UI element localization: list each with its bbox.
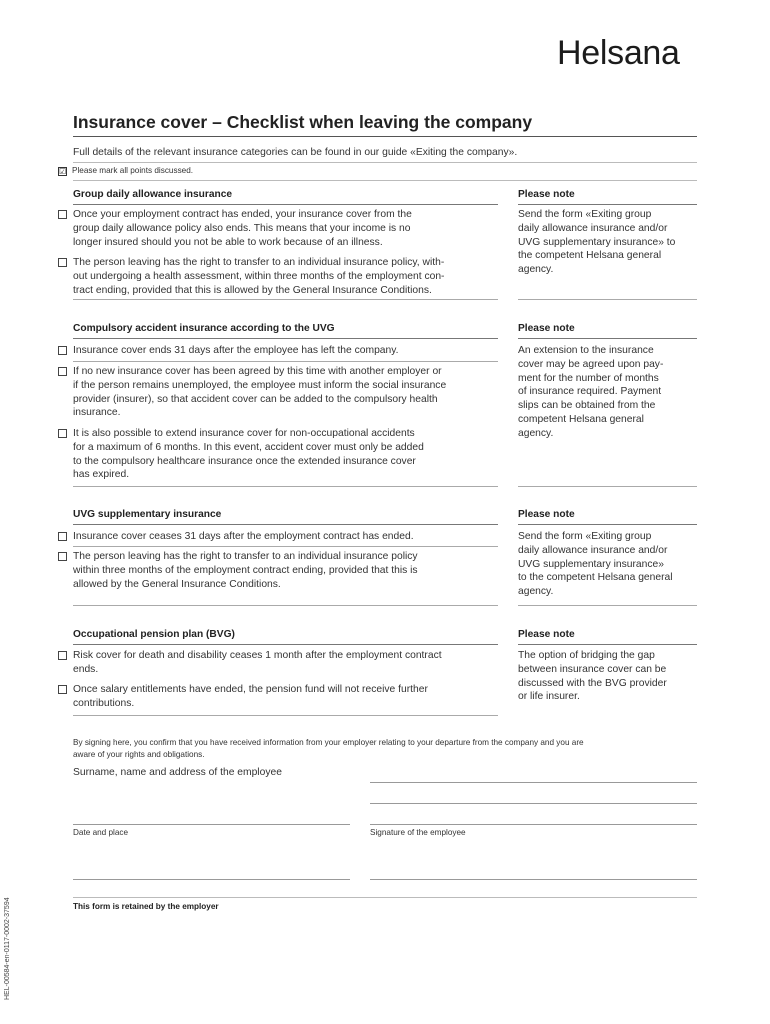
checklist-item: [58, 550, 498, 591]
section-heading: UVG supplementary insurance: [73, 509, 222, 520]
item-divider: [73, 361, 498, 362]
page-title: Insurance cover – Checklist when leaving the company: [73, 112, 533, 132]
checklist-item-text: If no new insurance cover has been agreed by this time with another employer or if the person remains unemployed, the employee must inform the social insurance provider (insurer), so that accident cover can be added to the compulsory health insurance.: [73, 366, 447, 419]
confirmation-text: By signing here, you confirm that you have received information from your employer relating to your departure from the company and you are aware of your rights and obligations.: [73, 738, 584, 759]
checklist-item: [58, 649, 498, 677]
section-heading: Group daily allowance insurance: [73, 189, 233, 200]
signature-line[interactable]: [370, 879, 697, 880]
checklist-item-text: Insurance cover ends 31 days after the employee has left the company.: [73, 345, 399, 356]
date-place-line[interactable]: [73, 879, 350, 880]
intro-text: Full details of the relevant insurance categories can be found in our guide «Exiting the company».: [73, 147, 518, 158]
checklist-item-text: It is also possible to extend insurance cover for non-occupational accidents for a maximum of 6 months. In this event, accident cover must only be added to the compulsory healthcare insurance once the extended insurance cover has expired.: [73, 428, 424, 481]
checkbox[interactable]: [58, 429, 67, 438]
checklist-item-text: Risk cover for death and disability ceases 1 month after the employment contract ends.: [73, 650, 442, 675]
note-text: The option of bridging the gap between insurance cover can be discussed with the BVG provider or life insurer.: [518, 650, 667, 703]
checklist-item: [58, 344, 498, 358]
section-uvg-supplementary: [58, 508, 698, 608]
note-heading: Please note: [518, 509, 575, 520]
section-bottom-line: [73, 715, 498, 716]
retained-divider: [73, 897, 697, 898]
section-bottom-line: [73, 486, 498, 487]
address-line-2[interactable]: [370, 803, 697, 804]
note-heading: Please note: [518, 629, 575, 640]
section-group-daily-allowance: [58, 188, 698, 308]
section-heading-line: [73, 338, 498, 339]
checkbox[interactable]: [58, 346, 67, 355]
address-line-1[interactable]: [370, 782, 697, 783]
note-heading-line: [518, 524, 697, 525]
section-bottom-line: [73, 605, 498, 606]
signature-label: Signature of the employee: [370, 828, 466, 837]
note-heading-line: [518, 338, 697, 339]
surname-label: Surname, name and address of the employee: [73, 767, 282, 778]
note-text: Send the form «Exiting group daily allowance insurance and/or UVG supplementary insurance» to the competent Helsana general agency.: [518, 209, 676, 276]
checked-checkbox-icon: ☑: [59, 166, 67, 176]
checklist-item-text: The person leaving has the right to transfer to an individual insurance policy within three months of the employment contract ending, provided that this is allowed by the General Insurance Conditions.: [73, 551, 418, 590]
checklist-item: [58, 530, 498, 544]
checkbox[interactable]: [58, 210, 67, 219]
checklist-item: [58, 208, 498, 249]
note-text: An extension to the insurance cover may be agreed upon pay- ment for the number of months of insurance required. Payment slips can be obtained from the competent Helsana general agency.: [518, 345, 664, 439]
section-heading-line: [73, 204, 498, 205]
note-heading: Please note: [518, 189, 575, 200]
checkbox[interactable]: [58, 651, 67, 660]
checkbox[interactable]: [58, 258, 67, 267]
checklist-item-text: Insurance cover ceases 31 days after the employment contract has ended.: [73, 531, 414, 542]
retained-note: This form is retained by the employer: [73, 902, 219, 911]
checklist-item: [58, 365, 498, 420]
section-heading-line: [73, 644, 498, 645]
checklist-item-text: Once your employment contract has ended, your insurance cover from the group daily allowance policy also ends. This means that your income is no longer insured should you not be able to work because of an illness.: [73, 209, 412, 248]
mark-prompt-text: Please mark all points discussed.: [72, 166, 194, 175]
mark-prompt: [58, 165, 193, 177]
section-compulsory-accident: [58, 322, 698, 492]
checkbox[interactable]: [58, 685, 67, 694]
section-heading: Occupational pension plan (BVG): [73, 629, 235, 640]
checkbox[interactable]: [58, 367, 67, 376]
checklist-item-text: The person leaving has the right to transfer to an individual insurance policy, with- out undergoing a health assessment, within three months of the employment con- tract ending, provided that this is allowed by the General Insurance Conditions.: [73, 257, 445, 296]
title-divider: [73, 136, 697, 137]
note-bottom-line: [518, 299, 697, 300]
helsana-logo: Helsana: [557, 34, 680, 72]
checkbox[interactable]: [58, 532, 67, 541]
section-heading-line: [73, 524, 498, 525]
note-heading: Please note: [518, 323, 575, 334]
date-place-label: Date and place: [73, 828, 129, 837]
checklist-item: [58, 683, 498, 711]
form-code: HEL-00584-en-0117-0002-37594: [4, 897, 11, 1000]
intro-divider: [73, 162, 697, 163]
surname-line[interactable]: [73, 824, 350, 825]
section-bottom-line: [73, 299, 498, 300]
note-text: Send the form «Exiting group daily allowance insurance and/or UVG supplementary insurance» to the competent Helsana general agency.: [518, 531, 673, 598]
checklist-item: [58, 427, 498, 482]
note-bottom-line: [518, 605, 697, 606]
mark-prompt-divider: [73, 180, 697, 181]
item-divider: [73, 546, 498, 547]
note-bottom-line: [518, 486, 697, 487]
checklist-item: [58, 256, 498, 297]
section-heading: Compulsory accident insurance according to the UVG: [73, 323, 335, 334]
section-occupational-pension: [58, 628, 698, 718]
address-line-3[interactable]: [370, 824, 697, 825]
checklist-item-text: Once salary entitlements have ended, the pension fund will not receive further contributions.: [73, 684, 428, 709]
checkbox[interactable]: [58, 552, 67, 561]
note-heading-line: [518, 204, 697, 205]
note-heading-line: [518, 644, 697, 645]
